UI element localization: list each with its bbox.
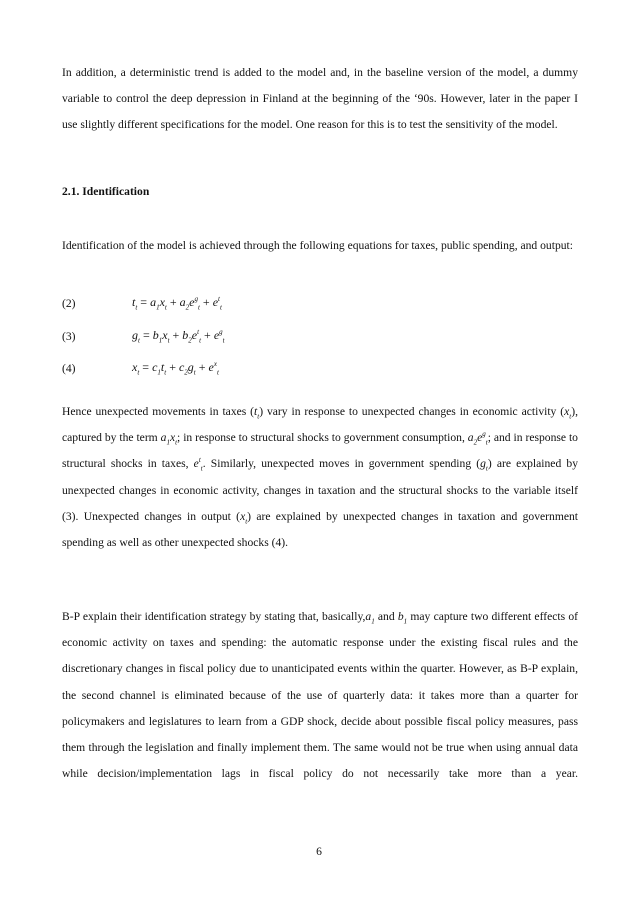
- symbol-a1: $a_1$: [365, 610, 375, 626]
- symbol-a1xt: $a_1x_t$: [160, 431, 178, 447]
- symbol-output-2: $x_t$: [240, 509, 248, 526]
- section-heading: 2.1. Identification: [62, 185, 150, 198]
- symbol-spending: $g_t$: [480, 457, 488, 473]
- equation-2: [62, 297, 562, 317]
- symbol-b1: $b_1$: [397, 610, 408, 626]
- equation-4: [62, 362, 562, 382]
- paragraph-identification: Identification of the model is achieved through the following equations for taxes, public spending, and output:: [62, 239, 573, 252]
- symbol-ett: $e^t_t$: [193, 456, 203, 473]
- symbol-a2egt: $a_2e^g_t$: [467, 430, 488, 447]
- equation-number: (3): [62, 330, 76, 343]
- equation-number: (4): [62, 362, 76, 375]
- symbol-output: $x_t$: [564, 405, 572, 421]
- page-number: 6: [316, 845, 322, 858]
- symbol-tax: $t_t$: [254, 405, 260, 421]
- paragraph-intro: In addition, a deterministic trend is added to the model and, in the baseline version of the model, a dummy variable to control the deep depression in Finland at the beginning of the ‘90s. However, later in the paper I use slightly different specifications for the model. One reason for this is to test the sensitivity of the model.: [62, 66, 578, 132]
- equation-body: $t_t = a_1x_t + a_2e^g_t + e^t_t$: [132, 295, 222, 312]
- paragraph-unexpected-movements: Hence unexpected movements in taxes $(t_t)$ vary in response to unexpected changes in economic activity $(x_t)$, captured by the term $a_1x_t$; in response to structural shocks to government consumption, $a_2e^g_t$; and in response to structural shocks in taxes, $e^t_t$. Similarly, unexpected moves in government spending $(g_t)$ are explained by unexpected changes in economic activity, changes in taxation and the structural shocks to the variable itself (3). Unexpected changes in output $(x_t)$ are explained by unexpected changes in taxation and government spending as well as other unexpected shocks (4).: [62, 405, 579, 550]
- equation-number: (2): [62, 297, 76, 310]
- equation-3: [62, 330, 562, 350]
- paragraph-bp-strategy: B-P explain their identification strategy by stating that, $basically,a_1$ and $b_1$ may capture two different effects of economic activity on taxes and spending: the automatic response under the existing fiscal rules and the discretionary changes in fiscal policy due to unanticipated events within the quarter. However, as B-P explain, the second channel is eliminated because of the use of quarterly data: it takes more than a quarter for policymakers and legislatures to learn from a GDP shock, decide about possible fiscal policy measures, pass them through the legislation and finally implement them. The same would not be true when using annual data while decision/implementation lags in fiscal policy do not necessarily take more than a year.: [62, 610, 578, 781]
- equation-body: $g_t = b_1x_t + b_2e^t_t + e^g_t$: [132, 328, 225, 345]
- equation-body: $x_t = c_1t_t + c_2g_t + e^x_t$: [132, 360, 219, 377]
